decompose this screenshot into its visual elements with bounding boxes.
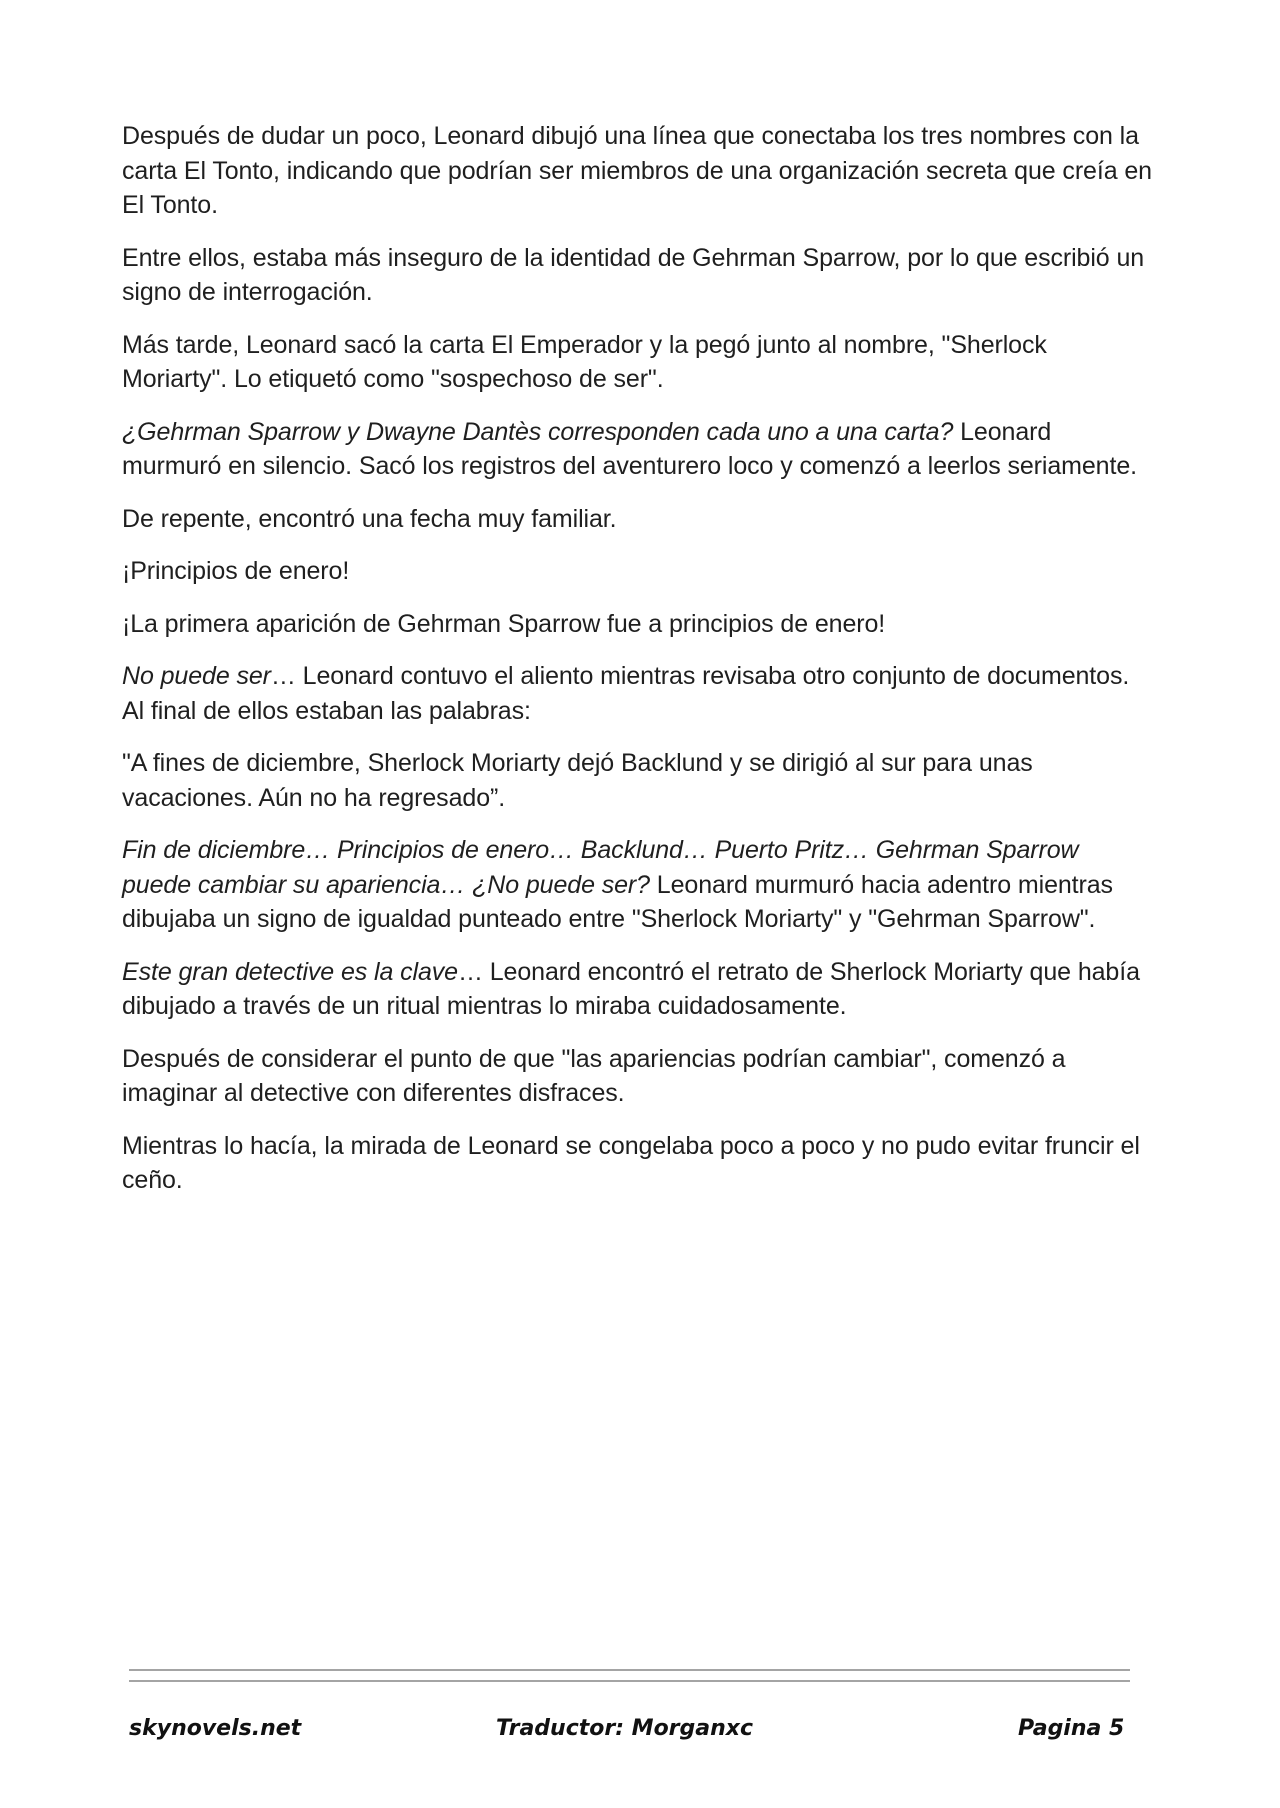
paragraph <box>122 1129 1152 1198</box>
text-run: Más tarde, Leonard sacó la carta El Emperador y la pegó junto al nombre, "Sherlock Moriarty". Lo etiquetó como "sospechoso de ser". <box>122 330 1047 393</box>
paragraph <box>122 746 1152 815</box>
paragraph <box>122 241 1152 310</box>
italic-text: Fin de diciembre… Principios de enero… Backlund… Puerto Pritz… Gehrman Sparrow puede cambiar su apariencia… ¿No puede ser? <box>122 836 1079 899</box>
text-run: Leonard murmuró en silencio. Sacó los registros del aventurero loco y comenzó a leerlos seriamente. <box>122 417 1137 480</box>
paragraph <box>122 1042 1152 1111</box>
text-run: ¡Principios de enero! <box>122 557 350 585</box>
paragraph <box>122 502 1152 537</box>
paragraph <box>122 659 1152 728</box>
footer-divider-top <box>129 1669 1130 1671</box>
footer-page-number: Pagina 5 <box>1018 1716 1125 1741</box>
paragraph <box>122 955 1152 1024</box>
italic-text: ¿Gehrman Sparrow y Dwayne Dantès corresponden cada uno a una carta? <box>122 417 954 446</box>
footer-site-name: skynovels.net <box>129 1716 302 1741</box>
text-run: Después de dudar un poco, Leonard dibujó una línea que conectaba los tres nombres con la carta El Tonto, indicando que podrían ser miembros de una organización secreta que creía en El Tonto. <box>122 122 1152 219</box>
text-run: ¡La primera aparición de Gehrman Sparrow fue a principios de enero! <box>122 609 886 638</box>
text-run: Entre ellos, estaba más inseguro de la identidad de Gehrman Sparrow, por lo que escribió un signo de interrogación. <box>122 243 1145 306</box>
text-run: Leonard murmuró hacia adentro mientras dibujaba un signo de igualdad punteado entre "Sherlock Moriarty" y "Gehrman Sparrow". <box>122 870 1113 933</box>
paragraph <box>122 833 1152 937</box>
text-run: De repente, encontró una fecha muy familiar. <box>122 504 617 533</box>
text-run: … Leonard encontró el retrato de Sherlock Moriarty que había dibujado a través de un ritual mientras lo miraba cuidadosamente. <box>122 957 1140 1020</box>
footer-divider-bottom <box>129 1680 1130 1682</box>
paragraph <box>122 415 1152 484</box>
paragraph <box>122 554 1152 589</box>
footer-translator: Traductor: Morganxc <box>496 1716 754 1741</box>
body-text <box>122 119 1152 1216</box>
italic-text: Este gran detective es la clave <box>122 957 458 986</box>
paragraph <box>122 607 1152 642</box>
text-run: "A fines de diciembre, Sherlock Moriarty dejó Backlund y se dirigió al sur para unas vacaciones. Aún no ha regresado”. <box>122 749 1033 812</box>
paragraph <box>122 328 1152 397</box>
paragraph <box>122 119 1152 223</box>
text-run: Después de considerar el punto de que "las apariencias podrían cambiar", comenzó a imaginar al detective con diferentes disfraces. <box>122 1044 1066 1107</box>
italic-text: No puede ser <box>122 662 271 690</box>
text-run: … Leonard contuvo el aliento mientras revisaba otro conjunto de documentos. Al final de ellos estaban las palabras: <box>122 662 1130 725</box>
text-run: Mientras lo hacía, la mirada de Leonard se congelaba poco a poco y no pudo evitar fruncir el ceño. <box>122 1131 1140 1194</box>
